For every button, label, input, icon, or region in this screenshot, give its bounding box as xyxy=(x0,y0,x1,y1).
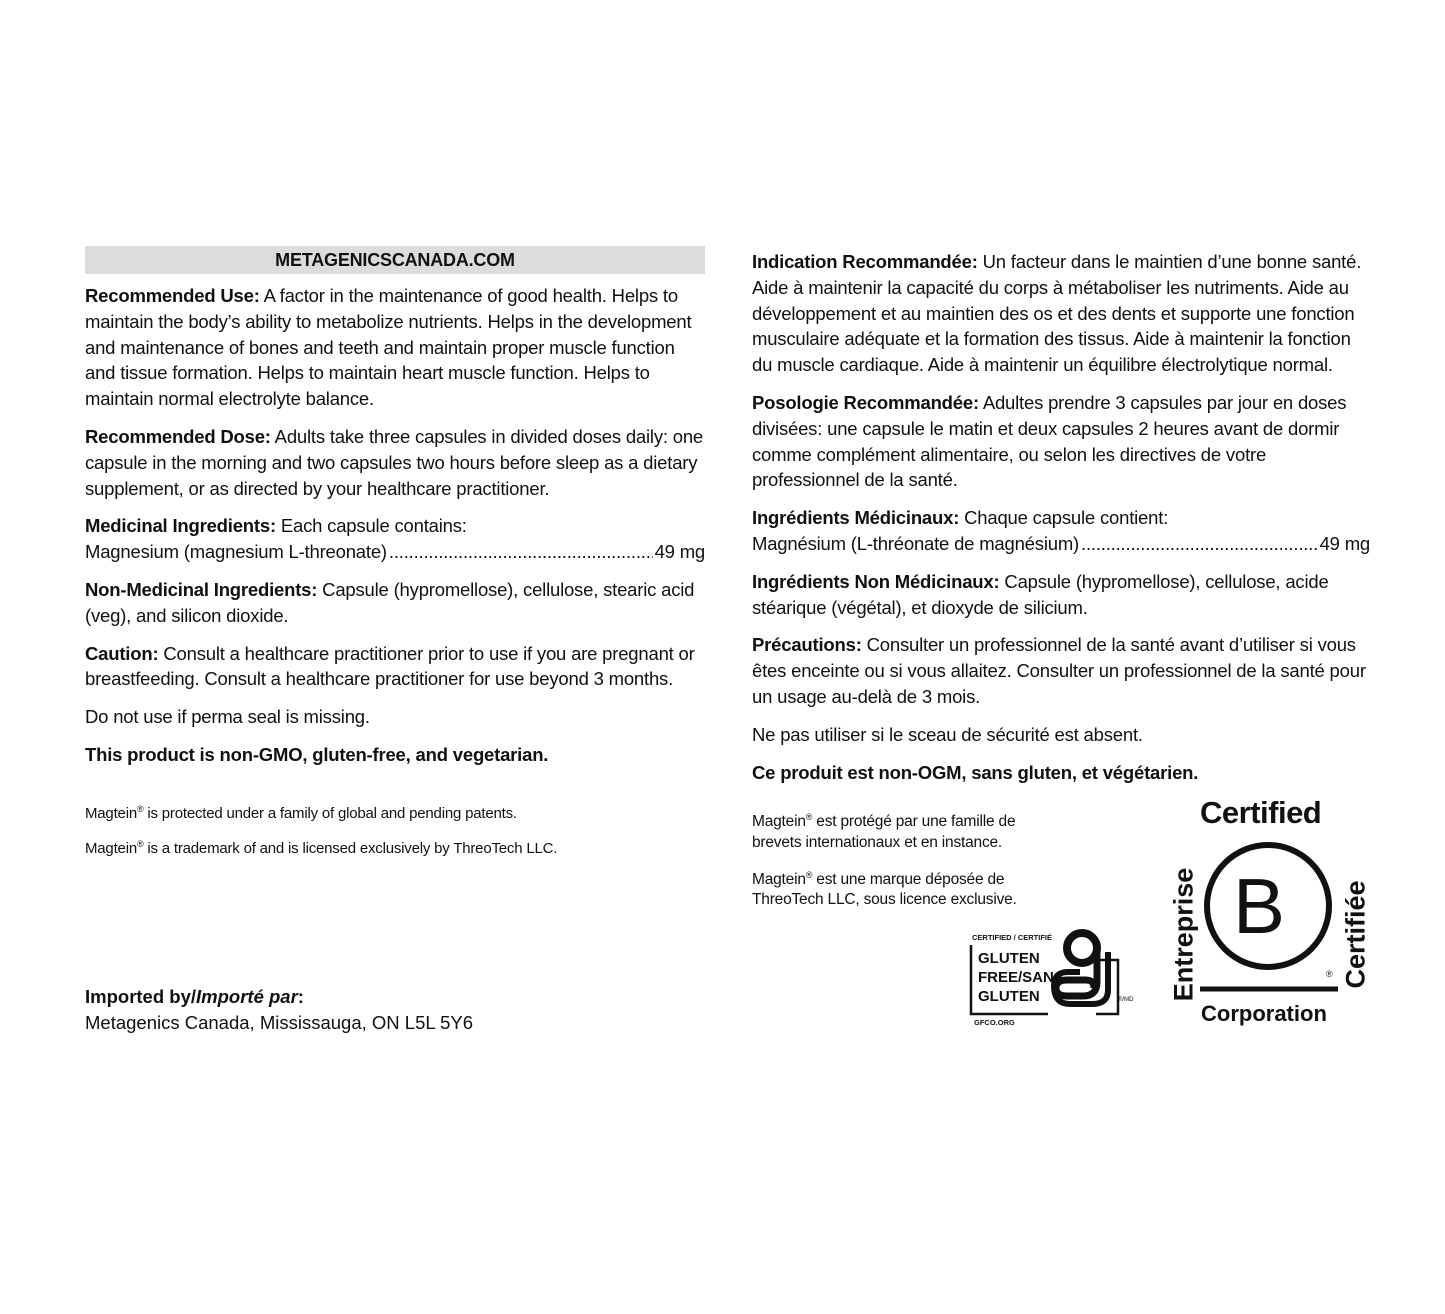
gfco-line3: GLUTEN xyxy=(978,988,1040,1005)
recommended-use-label: Recommended Use: xyxy=(85,285,260,306)
bcorp-certifiee-text: Certifiée xyxy=(1340,880,1371,989)
gluten-free-certification-logo xyxy=(968,924,1148,1034)
magtein-trademark-note xyxy=(85,835,705,858)
product-claim-fr xyxy=(752,760,1370,786)
importer-block xyxy=(85,984,473,1036)
product-claim-text: This product is non-GMO, gluten-free, and vegetarian. xyxy=(85,743,549,765)
posologie-recommandee xyxy=(752,390,1370,493)
bcorp-corporation-text: Corporation xyxy=(1201,1001,1327,1026)
product-claim-fr-text: Ce produit est non-OGM, sans gluten, et végétarien. xyxy=(752,761,1199,783)
ingredient-name: Magnesium (magnesium L-threonate) xyxy=(85,541,387,563)
importer-label-en: Imported by/ xyxy=(85,986,197,1007)
registered-mark: ® xyxy=(136,838,144,849)
recommended-use xyxy=(85,283,705,412)
non-medicinaux-text: Capsule (hypromellose), cellulose, acide stéarique (végétal), et dioxyde de silicium. xyxy=(752,570,1329,618)
gfco-url: GFCO.ORG xyxy=(974,1018,1015,1027)
product-claim xyxy=(85,742,705,768)
medicinal-ingredients xyxy=(85,513,705,565)
non-medicinal-label: Non-Medicinal Ingredients: xyxy=(85,578,318,600)
non-medicinaux-label: Ingrédients Non Médicinaux: xyxy=(752,570,1000,592)
importer-colon: : xyxy=(297,986,304,1007)
indication-text: Un facteur dans le maintien d’une bonne santé. Aide à maintenir la capacité du corps à métaboliser les nutriments. Aide au développement et au maintien des os et des dents et supporte une fonction musculaire adéquate et la formation des tissus. Aide à maintenir la fonction du muscle cardiaque. Aide à maintenir un équilibre électrolytique normal. xyxy=(752,251,1362,376)
importer-address: Metagenics Canada, Mississauga, ON L5L 5Y6 xyxy=(85,1011,474,1033)
ingredients-medicinaux xyxy=(752,505,1370,557)
registered-mark: ® xyxy=(805,812,813,823)
ingredient-amount-fr: 49 mg xyxy=(1319,532,1370,554)
magtein-patent-note xyxy=(85,800,705,823)
bcorp-registered-mark: ® xyxy=(1326,969,1333,979)
magtein-trademark-note-fr xyxy=(752,865,1052,910)
importer-label-fr: Importé par xyxy=(196,986,298,1007)
posologie-text: Adultes prendre 3 capsules par jour en doses divisées: une capsule le matin et deux capsules 2 heures avant de dormir comme complément alimentaire, ou selon les directives de votre professionnel de la santé. xyxy=(752,391,1347,491)
ingredients-medicinaux-label: Ingrédients Médicinaux: xyxy=(752,507,960,529)
ingredients-non-medicinaux xyxy=(752,569,1370,621)
magtein-word: Magtein xyxy=(85,839,137,857)
non-medicinal-text: Capsule (hypromellose), cellulose, stearic acid (veg), and silicon dioxide. xyxy=(85,578,695,626)
registered-mark: ® xyxy=(805,869,813,880)
caution xyxy=(85,641,705,693)
precautions xyxy=(752,632,1370,709)
magtein-trademark-text-fr: est une marque déposée de ThreoTech LLC, sous licence exclusive. xyxy=(752,870,1017,908)
recommended-dose-label: Recommended Dose: xyxy=(85,425,271,447)
gfco-text-block xyxy=(978,949,1064,1006)
posologie-label: Posologie Recommandée: xyxy=(752,391,979,413)
recommended-dose xyxy=(85,424,705,501)
bcorp-entreprise-text: Entreprise xyxy=(1168,867,1199,1002)
gfco-registered-mark: ®/MD xyxy=(1118,997,1134,1003)
bcorp-b-letter: B xyxy=(1233,862,1286,950)
importer-label xyxy=(85,984,473,1010)
magtein-notes-fr xyxy=(752,807,1052,909)
ingredient-line xyxy=(85,539,705,565)
gfco-line2: FREE/SANS xyxy=(978,969,1064,986)
seal-warning: Do not use if perma seal is missing. xyxy=(85,706,370,728)
magtein-word: Magtein xyxy=(752,813,806,831)
ingredient-amount: 49 mg xyxy=(654,541,705,563)
non-medicinal-ingredients xyxy=(85,577,705,629)
magtein-patent-text: is protected under a family of global and pending patents. xyxy=(143,804,517,822)
caution-label: Caution: xyxy=(85,642,159,664)
caution-text: Consult a healthcare practitioner prior to use if you are pregnant or breastfeeding. Consult a healthcare practitioner for use beyond 3 months. xyxy=(85,642,695,690)
precautions-text: Consulter un professionnel de la santé avant d’utiliser si vous êtes enceinte ou si vous allaitez. Consulter un professionnel de la santé pour un usage au-delà de 3 mois. xyxy=(752,634,1366,707)
b-corp-certification-logo xyxy=(1160,795,1380,1035)
website-banner: METAGENICSCANADA.COM xyxy=(85,246,705,274)
indication-label: Indication Recommandée: xyxy=(752,251,978,272)
magtein-patent-text-fr: est protégé par une famille de brevets internationaux et en instance. xyxy=(752,813,1016,851)
registered-mark: ® xyxy=(136,803,144,814)
recommended-use-text: A factor in the maintenance of good health. Helps to maintain the body’s ability to metabolize nutrients. Helps in the development and maintenance of bones and teeth and maintain proper muscle function and tissue formation. Helps to maintain heart muscle function. Helps to maintain normal electrolyte balance. xyxy=(85,285,692,410)
precautions-label: Précautions: xyxy=(752,634,862,656)
recommended-dose-text: Adults take three capsules in divided doses daily: one capsule in the morning and two capsules two hours before sleep as a dietary supplement, or as directed by your healthcare practitioner. xyxy=(85,425,704,499)
ingredients-medicinaux-text: Chaque capsule contient: xyxy=(959,507,1169,529)
magtein-patent-note-fr xyxy=(752,807,1052,852)
magtein-word: Magtein xyxy=(85,804,137,822)
seal-warning-fr: Ne pas utiliser si le sceau de sécurité est absent. xyxy=(752,723,1143,745)
bcorp-certified-text: Certified xyxy=(1200,795,1322,830)
gfco-line1: GLUTEN xyxy=(978,950,1040,967)
leader-dots xyxy=(389,539,653,565)
ingredient-name-fr: Magnésium (L-thréonate de magnésium) xyxy=(752,532,1079,554)
ingredient-line-fr xyxy=(752,531,1370,557)
magtein-trademark-text: is a trademark of and is licensed exclusively by ThreoTech LLC. xyxy=(143,839,558,857)
leader-dots xyxy=(1081,531,1318,557)
magtein-word: Magtein xyxy=(752,870,806,888)
gfco-certified-text: CERTIFIED / CERTIFIÉ xyxy=(972,933,1053,942)
medicinal-ingredients-text: Each capsule contains: xyxy=(275,515,467,537)
medicinal-ingredients-label: Medicinal Ingredients: xyxy=(85,515,276,537)
indication-recommandee xyxy=(752,249,1370,378)
english-column xyxy=(85,246,705,870)
